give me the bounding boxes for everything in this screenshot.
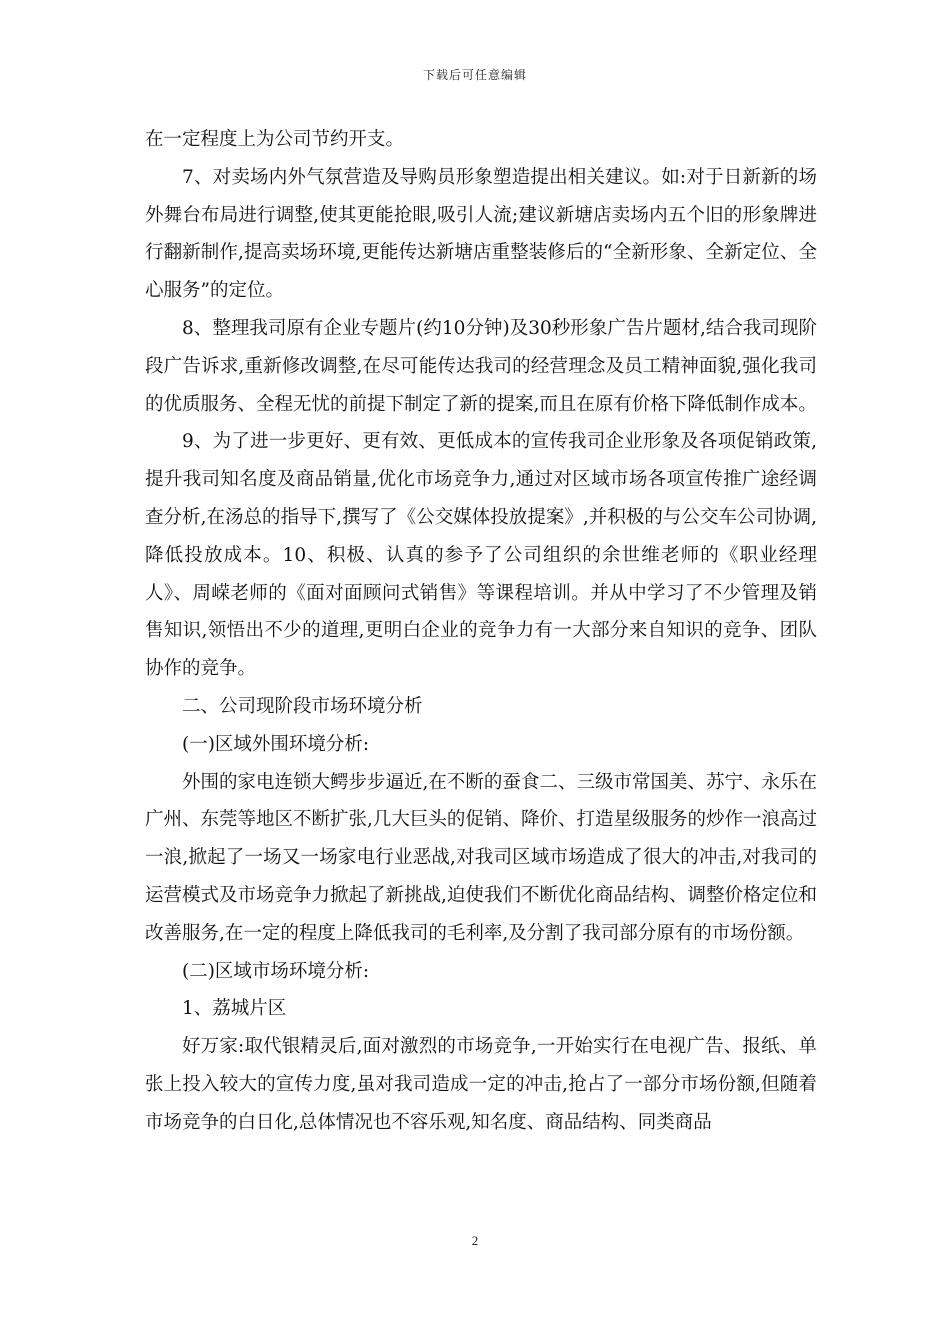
paragraph: 1、荔城片区: [182, 998, 287, 1020]
paragraph: 8、整理我司原有企业专题片(约10分钟)及30秒形象广告片题材,结合我司现阶段广告诉求,重新修改调整,在尽可能传达我司的经营理念及员工精神面貌,强化我司的优质服务、全程无忧的前提下制定了新的提案,而且在原有价格下降低制作成本。: [145, 317, 817, 415]
paragraph: 外围的家电连锁大鳄步步逼近,在不断的蚕食二、三级市常国美、苏宁、永乐在广州、东莞等地区不断扩张,几大巨头的促销、降价、打造星级服务的炒作一浪高过一浪,掀起了一场又一场家电行业恶战,对我司区域市场造成了很大的冲击,对我司的运营模式及市场竞争力掀起了新挑战,迫使我们不断优化商品结构、调整价格定位和改善服务,在一定的程度上降低我司的毛利率,及分割了我司部分原有的市场份额。: [145, 771, 817, 944]
paragraph: 二、公司现阶段市场环境分析: [182, 695, 423, 717]
paragraph: 9、为了进一步更好、更有效、更低成本的宣传我司企业形象及各项促销政策,提升我司知名度及商品销量,优化市场竞争力,通过对区域市场各项宣传推广途经调查分析,在汤总的指导下,撰写了《公交媒体投放提案》,并积极的与公交车公司协调,降低投放成本。10、积极、认真的参予了公司组织的余世维老师的《职业经理人》、周嵘老师的《面对面顾问式销售》等课程培训。并从中学习了不少管理及销售知识,领悟出不少的道理,更明白企业的竞争力有一大部分来自知识的竞争、团队协作的竞争。: [145, 431, 817, 680]
document-body: [145, 121, 817, 1142]
paragraph: (一)区域外围环境分析:: [182, 733, 370, 755]
paragraph: (二)区域市场环境分析:: [182, 960, 370, 982]
paragraph: 好万家:取代银精灵后,面对激烈的市场竞争,一开始实行在电视广告、报纸、单张上投入较大的宣传力度,虽对我司造成一定的冲击,抢占了一部分市场份额,但随着市场竞争的白日化,总体情况也不容乐观,知名度、商品结构、同类商品: [145, 1036, 817, 1133]
page-header: 下载后可任意编辑: [422, 68, 527, 82]
page-number: 2: [471, 1233, 479, 1248]
paragraph: 在一定程度上为公司节约开支。: [145, 129, 405, 150]
paragraph: 7、对卖场内外气氛营造及导购员形象塑造提出相关建议。如:对于日新新的场外舞台布局进行调整,使其更能抢眼,吸引人流;建议新塘店卖场内五个旧的形象牌进行翻新制作,提高卖场环境,更能传达新塘店重整装修后的“全新形象、全新定位、全心服务”的定位。: [145, 166, 817, 302]
